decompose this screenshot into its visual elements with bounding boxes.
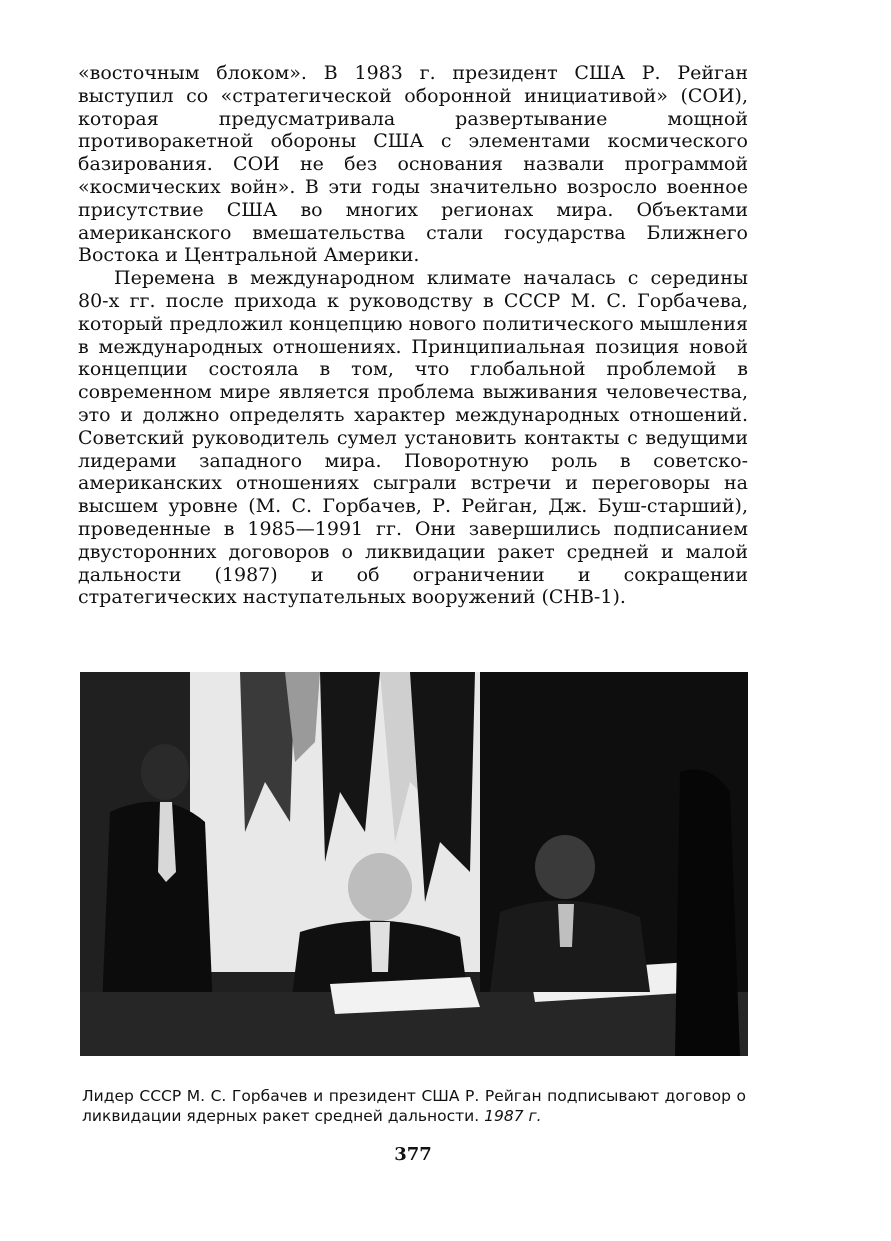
historical-photo: [80, 672, 748, 1056]
page-number: 377: [394, 1144, 432, 1165]
paragraph-2: Перемена в международном климате началась с середины 80-х гг. после прихода к руководству в СССР М. С. Горбачева, который предложил концепцию нового политического мышления в международных отношениях. Принципиальная позиция новой концепции состояла в том, что глобальной проблемой в современном мире является проблема выживания человечества, это и должно определять характер международных отношений. Советский руководитель сумел установить контакты с ведущими лидерами западного мира. Поворотную роль в советско-американских отношениях сыграли встречи и переговоры на высшем уровне (М. С. Горбачев, Р. Рейган, Дж. Буш-старший), проведенные в 1985—1991 гг. Они завершились подписанием двусторонних договоров о ликвидации ракет средней и малой дальности (1987) и об ограничении и сокращении стратегических наступательных вооружений (СНВ-1).: [78, 267, 748, 609]
photo-illustration: [80, 672, 748, 1056]
photo-caption: [82, 1086, 746, 1126]
body-text: [78, 62, 748, 609]
paragraph-1: «восточным блоком». В 1983 г. президент США Р. Рейган выступил со «стратегической оборонной инициативой» (СОИ), которая предусматривала развертывание мощной противоракетной обороны США с элементами космического базирования. СОИ не без основания назвали программой «космических войн». В эти годы значительно возросло военное присутствие США во многих регионах мира. Объектами американского вмешательства стали государства Ближнего Востока и Центральной Америки.: [78, 62, 748, 267]
caption-text: Лидер СССР М. С. Горбачев и президент США Р. Рейган подписывают договор о ликвидации ядерных ракет средней дальности.: [82, 1087, 746, 1125]
caption-year: 1987 г.: [484, 1107, 542, 1125]
